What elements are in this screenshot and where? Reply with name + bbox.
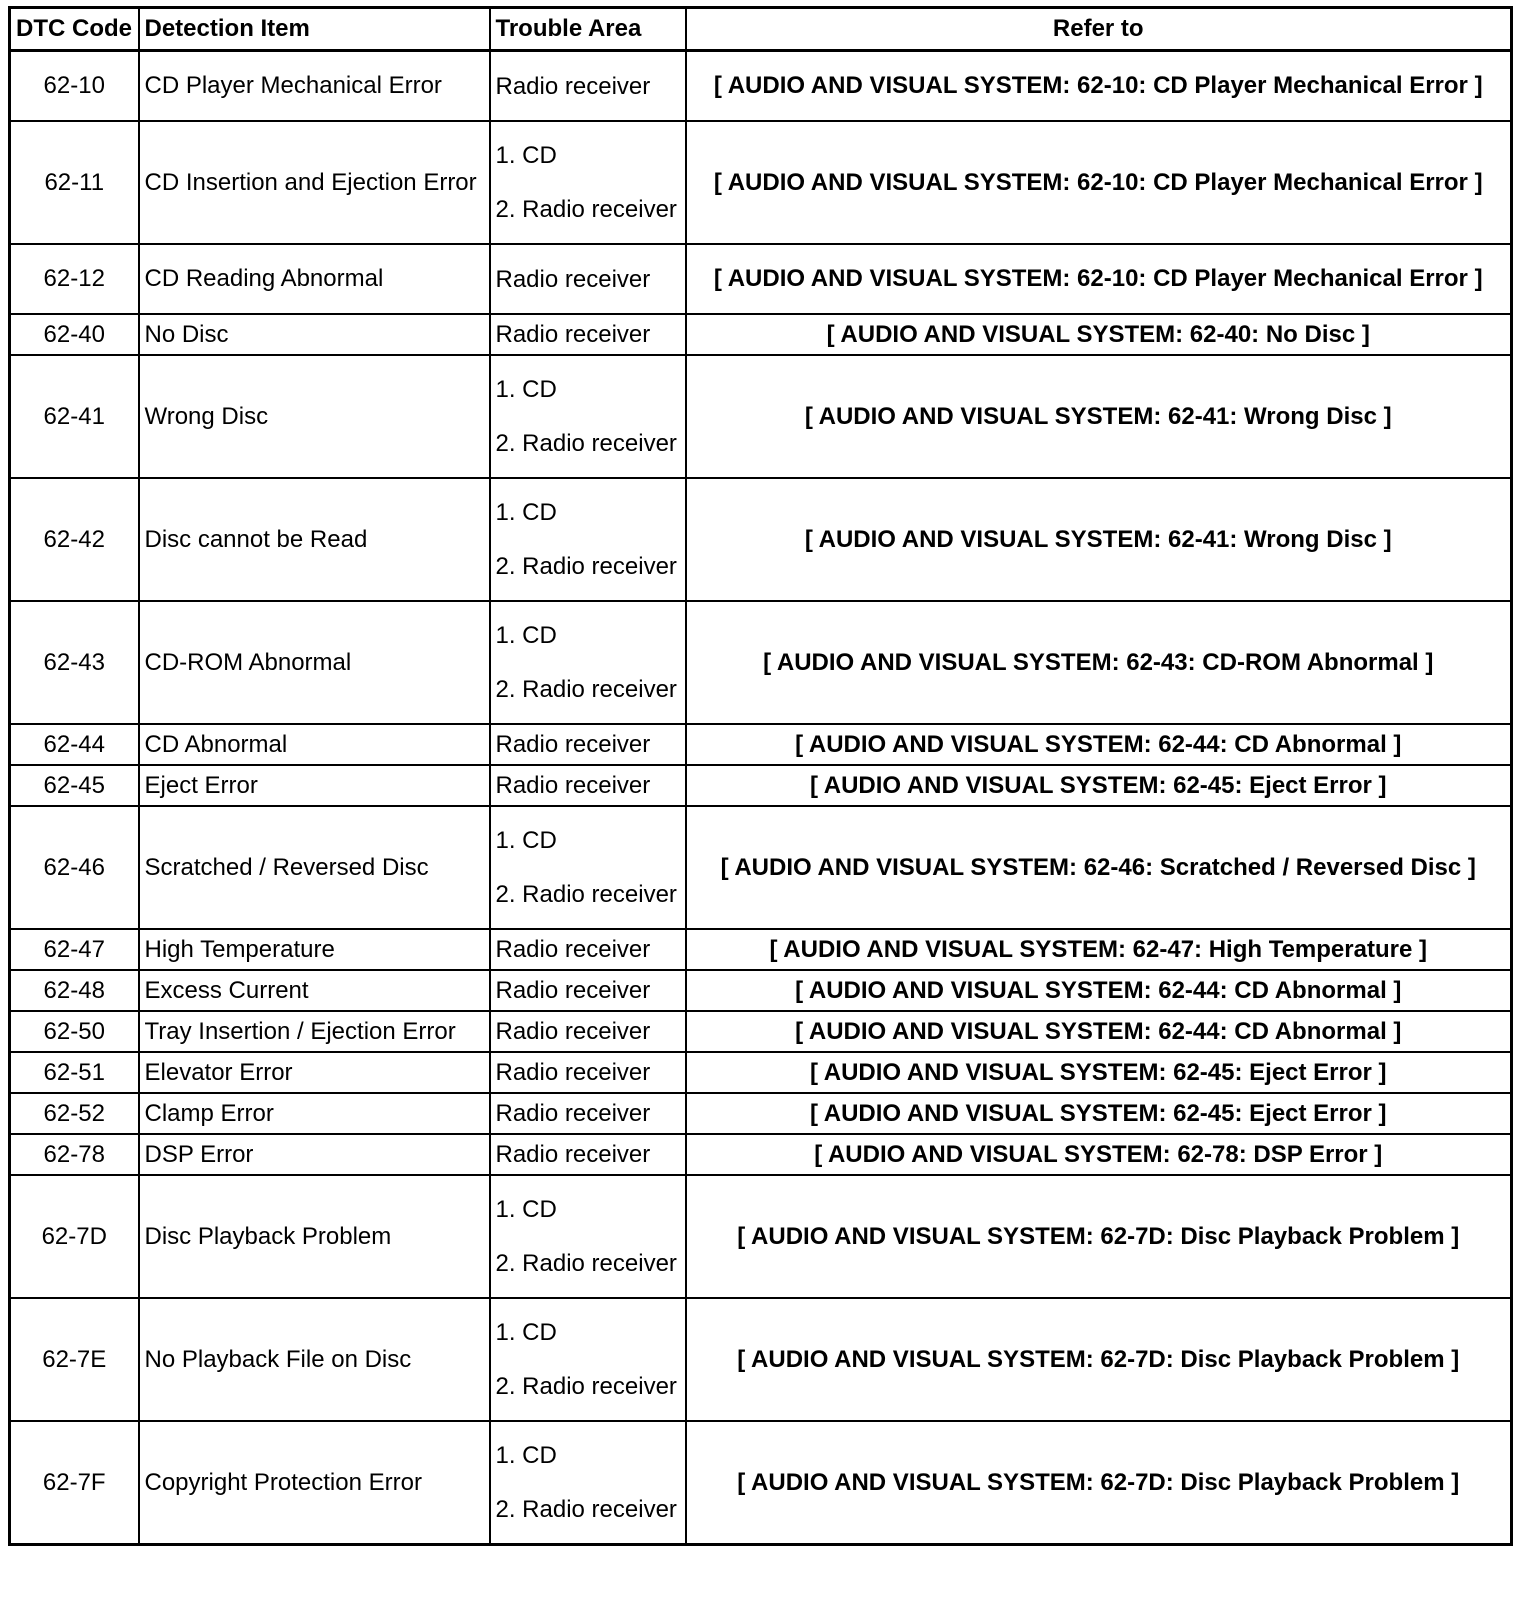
table-row (10, 1093, 1512, 1134)
trouble-area-entry: 2. Radio receiver (495, 881, 677, 908)
cell-trouble-area (490, 601, 686, 724)
table-row (10, 765, 1512, 806)
trouble-area-entry: 2. Radio receiver (495, 1373, 677, 1400)
cell-trouble-area (490, 355, 686, 478)
cell-refer-to: [ AUDIO AND VISUAL SYSTEM: 62-10: CD Player Mechanical Error ] (686, 121, 1512, 244)
cell-detection-item: Elevator Error (139, 1052, 490, 1093)
cell-refer-to: [ AUDIO AND VISUAL SYSTEM: 62-45: Eject Error ] (686, 765, 1512, 806)
cell-dtc-code: 62-44 (10, 724, 139, 765)
cell-detection-item: DSP Error (139, 1134, 490, 1175)
table-row (10, 1134, 1512, 1175)
cell-detection-item: CD-ROM Abnormal (139, 601, 490, 724)
cell-refer-to: [ AUDIO AND VISUAL SYSTEM: 62-44: CD Abnormal ] (686, 724, 1512, 765)
cell-trouble-area (490, 1093, 686, 1134)
cell-trouble-area (490, 806, 686, 929)
cell-dtc-code: 62-50 (10, 1011, 139, 1052)
trouble-area-entry: Radio receiver (495, 72, 651, 100)
trouble-area-entry: Radio receiver (495, 772, 651, 799)
table-row (10, 244, 1512, 314)
cell-refer-to: [ AUDIO AND VISUAL SYSTEM: 62-41: Wrong Disc ] (686, 478, 1512, 601)
cell-detection-item: Tray Insertion / Ejection Error (139, 1011, 490, 1052)
header-trouble-area: Trouble Area (490, 8, 686, 51)
table-row (10, 51, 1512, 122)
cell-dtc-code: 62-48 (10, 970, 139, 1011)
cell-trouble-area (490, 121, 686, 244)
cell-detection-item: Excess Current (139, 970, 490, 1011)
cell-trouble-area (490, 244, 686, 314)
cell-detection-item: Copyright Protection Error (139, 1421, 490, 1545)
cell-trouble-area (490, 1175, 686, 1298)
table-row (10, 601, 1512, 724)
trouble-area-entry: Radio receiver (495, 731, 651, 758)
cell-dtc-code: 62-7F (10, 1421, 139, 1545)
cell-refer-to: [ AUDIO AND VISUAL SYSTEM: 62-7D: Disc Playback Problem ] (686, 1421, 1512, 1545)
cell-trouble-area (490, 1011, 686, 1052)
cell-dtc-code: 62-78 (10, 1134, 139, 1175)
cell-detection-item: High Temperature (139, 929, 490, 970)
cell-detection-item: No Disc (139, 314, 490, 355)
cell-trouble-area (490, 1421, 686, 1545)
cell-trouble-area (490, 1298, 686, 1421)
cell-refer-to: [ AUDIO AND VISUAL SYSTEM: 62-7D: Disc Playback Problem ] (686, 1175, 1512, 1298)
trouble-area-entry: 1. CD (495, 499, 557, 526)
cell-dtc-code: 62-47 (10, 929, 139, 970)
trouble-area-entry: Radio receiver (495, 1141, 651, 1168)
cell-refer-to: [ AUDIO AND VISUAL SYSTEM: 62-46: Scratched / Reversed Disc ] (686, 806, 1512, 929)
cell-refer-to: [ AUDIO AND VISUAL SYSTEM: 62-41: Wrong Disc ] (686, 355, 1512, 478)
trouble-area-entry: 1. CD (495, 376, 557, 403)
cell-refer-to: [ AUDIO AND VISUAL SYSTEM: 62-10: CD Player Mechanical Error ] (686, 51, 1512, 122)
cell-detection-item: Scratched / Reversed Disc (139, 806, 490, 929)
table-body (10, 51, 1512, 1545)
trouble-area-entry: Radio receiver (495, 265, 651, 293)
cell-refer-to: [ AUDIO AND VISUAL SYSTEM: 62-45: Eject Error ] (686, 1093, 1512, 1134)
cell-refer-to: [ AUDIO AND VISUAL SYSTEM: 62-44: CD Abnormal ] (686, 1011, 1512, 1052)
cell-trouble-area (490, 1134, 686, 1175)
trouble-area-entry: 2. Radio receiver (495, 553, 677, 580)
cell-refer-to: [ AUDIO AND VISUAL SYSTEM: 62-40: No Disc ] (686, 314, 1512, 355)
cell-refer-to: [ AUDIO AND VISUAL SYSTEM: 62-10: CD Player Mechanical Error ] (686, 244, 1512, 314)
cell-refer-to: [ AUDIO AND VISUAL SYSTEM: 62-45: Eject Error ] (686, 1052, 1512, 1093)
table-row (10, 478, 1512, 601)
trouble-area-entry: 1. CD (495, 1319, 557, 1346)
cell-trouble-area (490, 1052, 686, 1093)
trouble-area-entry: 1. CD (495, 142, 557, 169)
cell-dtc-code: 62-52 (10, 1093, 139, 1134)
cell-dtc-code: 62-45 (10, 765, 139, 806)
cell-detection-item: Disc Playback Problem (139, 1175, 490, 1298)
table-header-row (10, 8, 1512, 51)
trouble-area-entry: 1. CD (495, 827, 557, 854)
cell-dtc-code: 62-43 (10, 601, 139, 724)
table-row (10, 806, 1512, 929)
cell-trouble-area (490, 929, 686, 970)
trouble-area-entry: 2. Radio receiver (495, 1496, 677, 1523)
table-row (10, 314, 1512, 355)
trouble-area-entry: Radio receiver (495, 1100, 651, 1127)
trouble-area-entry: 1. CD (495, 1196, 557, 1223)
header-dtc-code: DTC Code (10, 8, 139, 51)
table-row (10, 1052, 1512, 1093)
table-row (10, 121, 1512, 244)
cell-trouble-area (490, 314, 686, 355)
cell-trouble-area (490, 970, 686, 1011)
cell-refer-to: [ AUDIO AND VISUAL SYSTEM: 62-47: High Temperature ] (686, 929, 1512, 970)
table-row (10, 929, 1512, 970)
cell-refer-to: [ AUDIO AND VISUAL SYSTEM: 62-7D: Disc Playback Problem ] (686, 1298, 1512, 1421)
cell-dtc-code: 62-46 (10, 806, 139, 929)
cell-trouble-area (490, 765, 686, 806)
cell-detection-item: CD Reading Abnormal (139, 244, 490, 314)
header-refer-to: Refer to (686, 8, 1512, 51)
cell-trouble-area (490, 478, 686, 601)
trouble-area-entry: 2. Radio receiver (495, 430, 677, 457)
trouble-area-entry: 2. Radio receiver (495, 676, 677, 703)
cell-dtc-code: 62-41 (10, 355, 139, 478)
cell-detection-item: CD Player Mechanical Error (139, 51, 490, 122)
cell-dtc-code: 62-10 (10, 51, 139, 122)
cell-detection-item: Eject Error (139, 765, 490, 806)
trouble-area-entry: 2. Radio receiver (495, 196, 677, 223)
cell-refer-to: [ AUDIO AND VISUAL SYSTEM: 62-43: CD-ROM Abnormal ] (686, 601, 1512, 724)
cell-detection-item: CD Abnormal (139, 724, 490, 765)
table-row (10, 1011, 1512, 1052)
trouble-area-entry: Radio receiver (495, 977, 651, 1004)
trouble-area-entry: Radio receiver (495, 936, 651, 963)
cell-dtc-code: 62-7E (10, 1298, 139, 1421)
cell-detection-item: No Playback File on Disc (139, 1298, 490, 1421)
cell-dtc-code: 62-12 (10, 244, 139, 314)
cell-trouble-area (490, 724, 686, 765)
table-row (10, 1421, 1512, 1545)
cell-detection-item: Clamp Error (139, 1093, 490, 1134)
table-row (10, 355, 1512, 478)
table-row (10, 724, 1512, 765)
dtc-table (8, 6, 1513, 1546)
table-row (10, 1175, 1512, 1298)
cell-dtc-code: 62-11 (10, 121, 139, 244)
cell-refer-to: [ AUDIO AND VISUAL SYSTEM: 62-44: CD Abnormal ] (686, 970, 1512, 1011)
cell-detection-item: Wrong Disc (139, 355, 490, 478)
cell-dtc-code: 62-7D (10, 1175, 139, 1298)
cell-dtc-code: 62-40 (10, 314, 139, 355)
cell-trouble-area (490, 51, 686, 122)
cell-detection-item: CD Insertion and Ejection Error (139, 121, 490, 244)
header-detection-item: Detection Item (139, 8, 490, 51)
table-row (10, 1298, 1512, 1421)
cell-dtc-code: 62-51 (10, 1052, 139, 1093)
table-row (10, 970, 1512, 1011)
cell-dtc-code: 62-42 (10, 478, 139, 601)
trouble-area-entry: 1. CD (495, 622, 557, 649)
trouble-area-entry: Radio receiver (495, 321, 651, 348)
cell-refer-to: [ AUDIO AND VISUAL SYSTEM: 62-78: DSP Error ] (686, 1134, 1512, 1175)
trouble-area-entry: 2. Radio receiver (495, 1250, 677, 1277)
trouble-area-entry: 1. CD (495, 1442, 557, 1469)
trouble-area-entry: Radio receiver (495, 1018, 651, 1045)
trouble-area-entry: Radio receiver (495, 1059, 651, 1086)
cell-detection-item: Disc cannot be Read (139, 478, 490, 601)
